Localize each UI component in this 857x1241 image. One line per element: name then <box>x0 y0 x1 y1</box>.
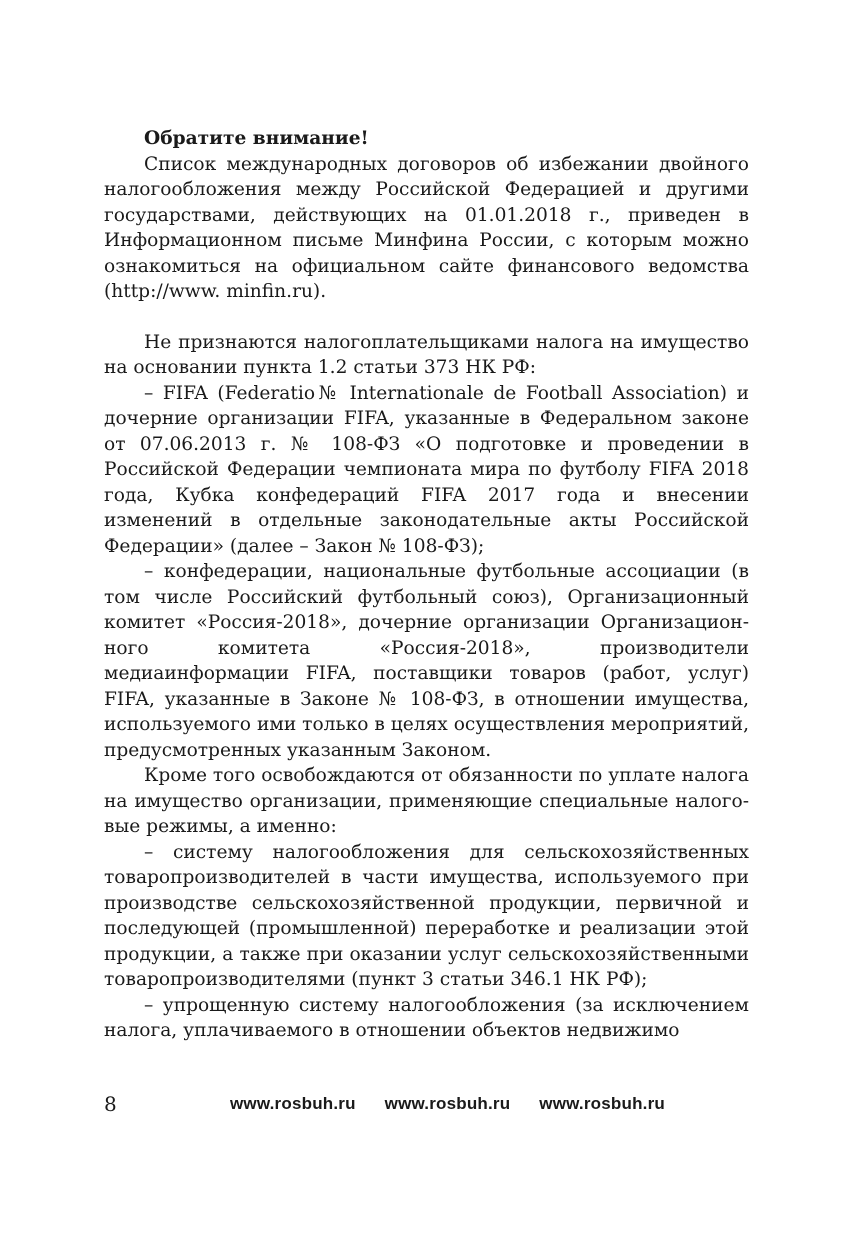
page-footer <box>104 1089 749 1119</box>
body-paragraph-1: Не признаются налогоплательщиками налога на имущество на основании пункта 1.2 статьи 373 НК РФ: <box>104 331 749 378</box>
footer-links <box>230 1089 689 1119</box>
note-paragraph: Список международных договоров об избежании двойного налогообложения между Российской Федерацией и другими государствами, действующих на 01.01.2018 г., приведен в Информационном письме Минфина России, с которым можно ознакомиться на официальном сайте финансового ведомства (http://www. minfin.ru). <box>104 153 749 302</box>
page-number: 8 <box>104 1092 117 1116</box>
footer-link[interactable]: www.rosbuh.ru <box>539 1094 665 1113</box>
body-paragraph-2: – FIFA (Federatio№ Internationale de Football Association) и дочерние организации FIFA, указанные в Федеральном законе от 07.06.2013 г. № 108-ФЗ «О подготовке и проведении в Российской Федерации чемпионата мира по футболу FIFA 2018 года, Кубка конфедераций FIFA 2017 года и внесении изменений в отдельные законодательные акты Российской Федерации» (далее – Закон № 108-ФЗ); <box>104 382 749 557</box>
note-heading: Обратите внимание! <box>144 128 369 149</box>
footer-link[interactable]: www.rosbuh.ru <box>384 1094 511 1113</box>
body-paragraph-5: – систему налогообложения для сельскохозяйственных товаропроизводителей в части имущества, используемого при производстве сельскохозяйственной продукции, первичной и последующей (промышленной) переработке и реализации этой продукции, а также при оказании услуг сельскохозяйственными товаропроизводителями (пункт 3 статьи 346.1 НК РФ); <box>104 841 749 990</box>
body-paragraph-3: – конфедерации, национальные футбольные ассоциации (в том числе Российский футбольный союз), Организационный комитет «Россия-2018», дочерние организации Организационного комитета «Россия-2018», производители медиаинформации FIFA, поставщики товаров (работ, услуг) FIFA, указанные в Законе № 108-ФЗ, в отношении имущества, используемого ими только в целях осуществления мероприятий, предусмотренных указанным Законом. <box>104 561 749 761</box>
body-paragraph-4: Кроме того освобождаются от обязанности по уплате налога на имущество организации, применяющие специальные налоговые режимы, а именно: <box>104 765 749 837</box>
page-content <box>104 126 749 1044</box>
body-paragraph-6: – упрощенную систему налогообложения (за исключением налога, уплачиваемого в отношении объектов недвижимо <box>104 994 749 1041</box>
section-gap <box>104 305 749 330</box>
footer-link[interactable]: www.rosbuh.ru <box>230 1094 356 1113</box>
